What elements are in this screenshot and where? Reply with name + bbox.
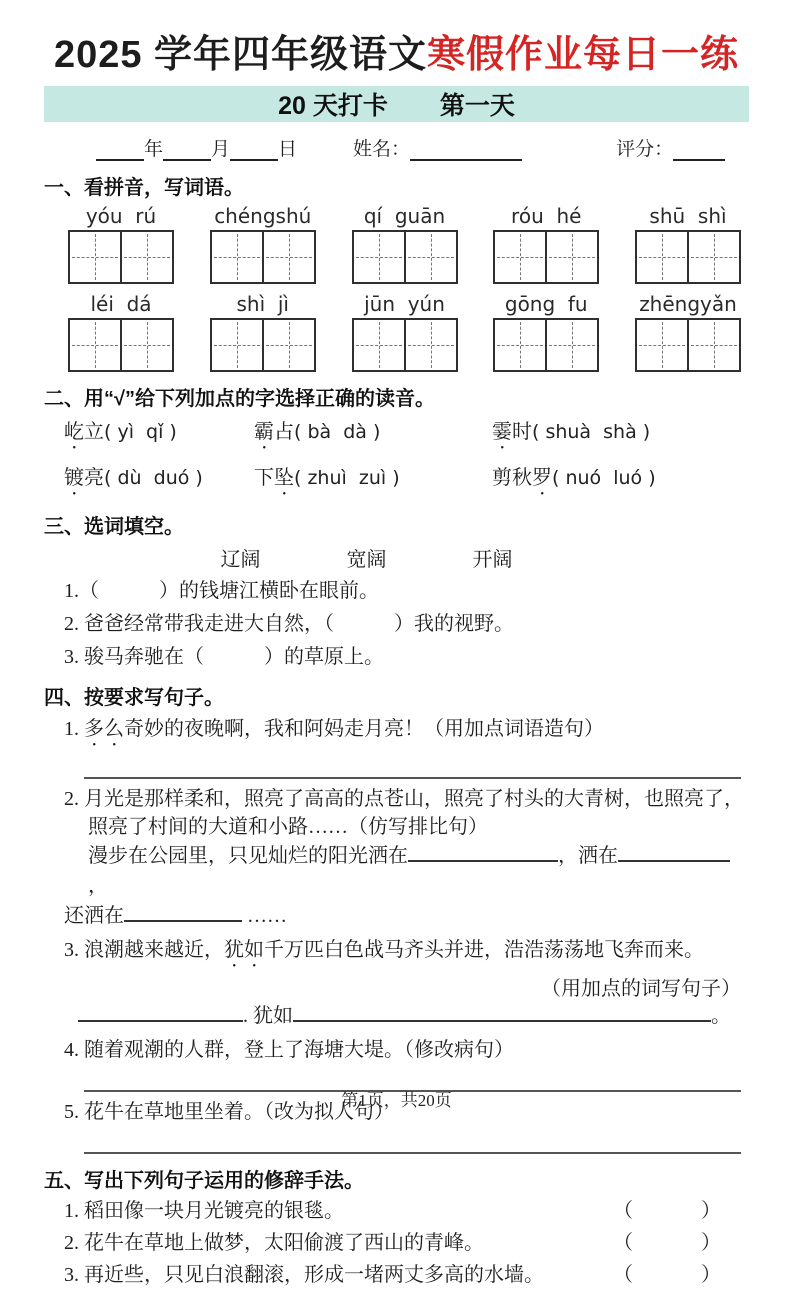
banner-checkin-label: 20 天打卡	[278, 92, 388, 120]
writing-grid[interactable]	[352, 318, 458, 372]
dotted-char: 坠	[274, 467, 294, 489]
pinyin-options: ( yì qǐ )	[104, 421, 177, 443]
fill-blank[interactable]	[293, 1004, 711, 1022]
rhetoric-text: 3. 再近些，只见白浪翻滚，形成一堵两丈多高的水墙。	[64, 1264, 544, 1286]
pinyin-group	[210, 204, 316, 284]
day-banner	[44, 86, 749, 122]
section1-title: 一、看拼音，写词语。	[44, 177, 244, 199]
section4-title: 四、按要求写句子。	[44, 687, 224, 709]
pinyin-label: chéngshú	[214, 204, 312, 228]
fill-blank[interactable]	[124, 904, 242, 922]
dotted-char: 罗	[532, 467, 552, 489]
fill-in-item[interactable]: 2. 爸爸经常带我走进大自然，（ ）我的视野。	[64, 613, 514, 635]
page-number: 第1页，共20页	[341, 1091, 452, 1110]
pinyin-label: zhēngyǎn	[639, 292, 737, 316]
sentence-item-3: 3. 浪潮越来越近，犹如千万匹白色战马齐头并进，浩浩荡荡地飞奔而来。	[64, 939, 704, 961]
pinyin-label: shū shì	[649, 204, 727, 228]
score-label: 评分：	[616, 139, 674, 160]
pinyin-label: qí guān	[363, 204, 446, 228]
dotted-char: 屹	[64, 421, 84, 443]
writing-grid[interactable]	[493, 318, 599, 372]
year-label: 年	[144, 139, 164, 160]
writing-grid[interactable]	[635, 318, 741, 372]
pinyin-label: léi dá	[90, 292, 152, 316]
page-title-red: 寒假作业每日一练	[427, 34, 740, 76]
page-title-black: 2025 学年四年级语文	[53, 34, 428, 76]
page-title	[0, 30, 793, 80]
pinyin-label: róu hé	[511, 204, 582, 228]
dotted-word: 犹如	[224, 939, 264, 961]
answer-line[interactable]	[84, 1142, 741, 1154]
dotted-char: 霸	[254, 421, 274, 443]
sentence-2-line2: 照亮了村间的大道和小路……（仿写排比句）	[88, 816, 488, 838]
writing-grid[interactable]	[210, 318, 316, 372]
word-bank-word: 辽阔	[220, 549, 261, 571]
word-bank-word: 开阔	[472, 549, 513, 571]
word-bank	[0, 543, 793, 572]
rhetoric-item	[64, 1197, 723, 1225]
pinyin-group	[352, 292, 458, 372]
pinyin-label: gōng fu	[504, 292, 588, 316]
score-blank[interactable]	[673, 141, 725, 161]
pronunciation-item[interactable]: 剪秋罗( nuó luó )	[492, 467, 656, 489]
info-row	[96, 134, 745, 161]
pinyin-options: ( bà dà )	[294, 421, 381, 443]
name-blank[interactable]	[410, 141, 522, 161]
pronunciation-item[interactable]: 霸占( bà dà )	[254, 421, 381, 443]
rhetoric-text: 1. 稻田像一块月光镀亮的银毯。	[64, 1200, 344, 1222]
pinyin-label: shì jì	[236, 292, 289, 316]
pinyin-options: ( dù duó )	[104, 467, 203, 489]
pinyin-group	[635, 204, 741, 284]
pinyin-group	[68, 292, 174, 372]
pinyin-options: ( zhuì zuì )	[294, 467, 400, 489]
sentence-item-4: 4. 随着观潮的人群，登上了海塘大堤。（修改病句）	[64, 1039, 514, 1061]
writing-grid[interactable]	[493, 230, 599, 284]
fill-blank[interactable]	[78, 1004, 243, 1022]
day-label: 日	[278, 139, 298, 160]
fill-in-item[interactable]: 3. 骏马奔驰在（ ）的草原上。	[64, 646, 384, 668]
writing-grid[interactable]	[68, 230, 174, 284]
fill-blank[interactable]	[408, 844, 558, 862]
pinyin-options: ( nuó luó )	[552, 467, 656, 489]
pronunciation-item[interactable]: 下坠( zhuì zuì )	[254, 467, 400, 489]
answer-paren[interactable]: （ ）	[613, 1232, 723, 1254]
dotted-word: 多么	[84, 718, 124, 740]
writing-grid[interactable]	[635, 230, 741, 284]
pinyin-group	[493, 292, 599, 372]
pinyin-group	[210, 292, 316, 372]
pinyin-group	[68, 204, 174, 284]
dotted-char: 镀	[64, 467, 84, 489]
pronunciation-grid	[64, 415, 753, 500]
pinyin-group	[635, 292, 741, 372]
section5-title: 五、写出下列句子运用的修辞手法。	[44, 1170, 364, 1192]
section3-title: 三、选词填空。	[44, 516, 184, 538]
pronunciation-item[interactable]: 屹立( yì qǐ )	[64, 421, 177, 443]
month-blank[interactable]	[163, 141, 211, 161]
writing-grid[interactable]	[210, 230, 316, 284]
dotted-char: 霎	[492, 421, 512, 443]
year-blank[interactable]	[96, 141, 144, 161]
sentence-3-hint: （用加点的词写句子）	[541, 978, 741, 1000]
name-label: 姓名：	[353, 139, 411, 160]
writing-grid[interactable]	[352, 230, 458, 284]
sentence-2-fill-line2: 还洒在 ……	[64, 905, 287, 927]
pinyin-row-2	[68, 292, 741, 372]
fill-blank[interactable]	[618, 844, 730, 862]
answer-paren[interactable]: （ ）	[613, 1264, 723, 1286]
rhetoric-item	[64, 1229, 723, 1257]
sentence-2-line1: 2. 月光是那样柔和，照亮了高高的点苍山，照亮了村头的大青树，也照亮了，	[64, 788, 744, 810]
pinyin-label: yóu rú	[85, 204, 157, 228]
answer-paren[interactable]: （ ）	[613, 1200, 723, 1222]
rhetoric-text: 2. 花牛在草地上做梦，太阳偷渡了西山的青峰。	[64, 1232, 484, 1254]
answer-line[interactable]	[84, 767, 741, 779]
writing-grid[interactable]	[68, 318, 174, 372]
pinyin-label: jūn yún	[364, 292, 445, 316]
pinyin-group	[352, 204, 458, 284]
pinyin-options: ( shuà shà )	[532, 421, 651, 443]
pronunciation-item[interactable]: 镀亮( dù duó )	[64, 467, 203, 489]
sentence-3-fill-line: . 犹如 。	[78, 1001, 749, 1031]
section2-title: 二、用“√”给下列加点的字选择正确的读音。	[44, 388, 435, 410]
fill-in-item[interactable]: 1.（ ）的钱塘江横卧在眼前。	[64, 580, 379, 602]
sentence-2-fill-line1: 漫步在公园里，只见灿烂的阳光洒在 ，洒在，	[88, 841, 749, 901]
sentence-item-2	[64, 785, 749, 841]
pronunciation-item[interactable]: 霎时( shuà shà )	[492, 421, 651, 443]
sentence-item-5: 5. 花牛在草地里坐着。（改为拟人句）	[64, 1101, 394, 1123]
month-label: 月	[211, 139, 231, 160]
sentence-item-1: 1. 多么奇妙的夜晚啊，我和阿妈走月亮！（用加点词语造句）	[64, 718, 604, 740]
banner-day-label: 第一天	[439, 92, 515, 120]
pinyin-group	[493, 204, 599, 284]
rhetoric-item	[64, 1261, 723, 1289]
word-bank-word: 宽阔	[346, 549, 387, 571]
day-blank[interactable]	[230, 141, 278, 161]
pinyin-row-1	[68, 204, 741, 284]
